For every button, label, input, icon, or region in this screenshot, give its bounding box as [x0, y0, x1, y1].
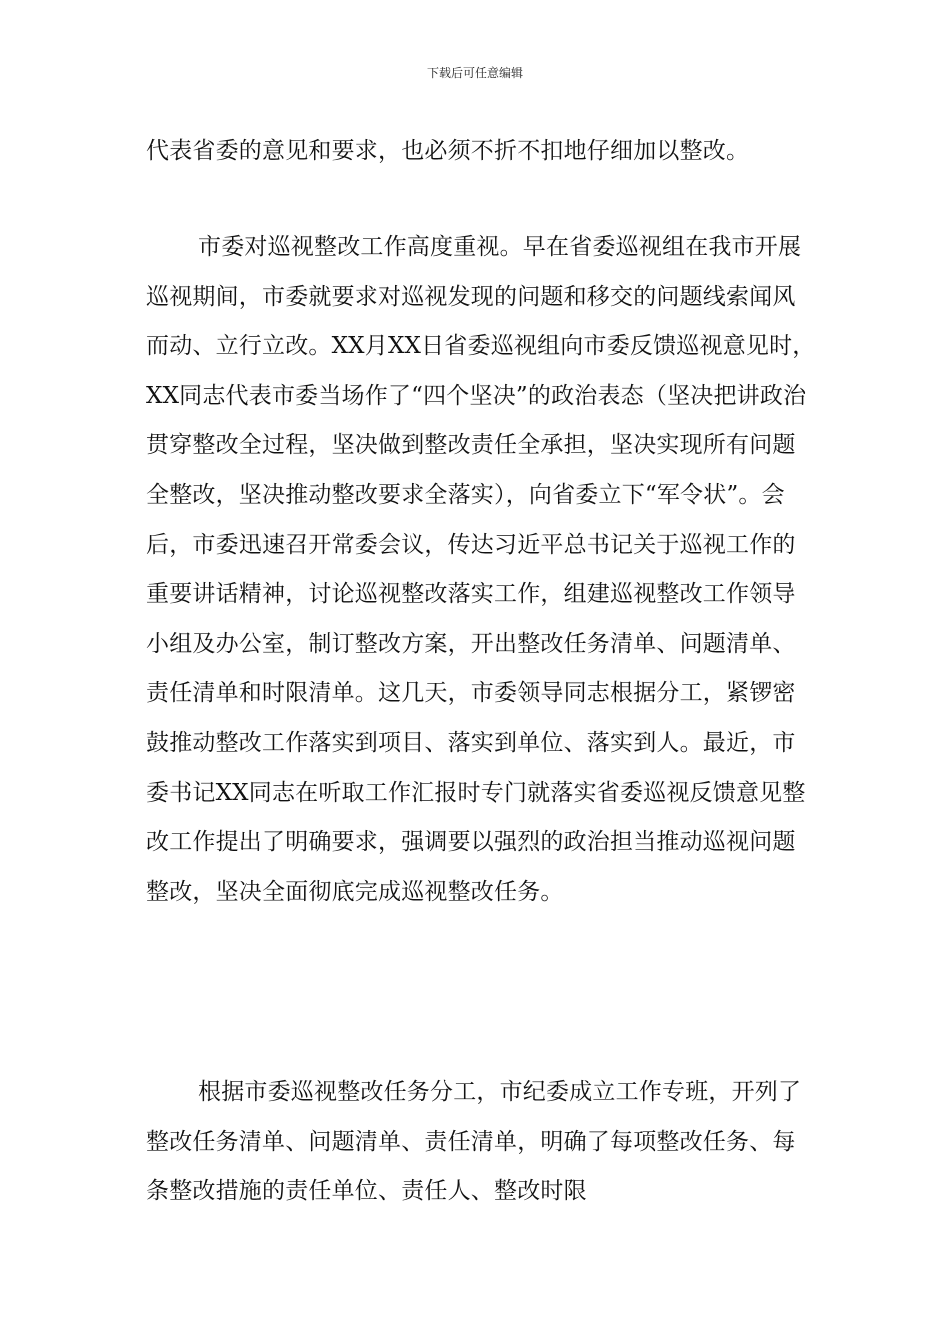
- paragraph-1: 代表省委的意见和要求，也必须不折不扣地仔细加以整改。: [146, 138, 750, 164]
- paragraph-3: 根据市委巡视整改任务分工，市纪委成立工作专班，开列了整改任务清单、问题清单、责任清单，明确了每项整改任务、每条整改措施的责任单位、责任人、整改时限: [146, 1079, 802, 1205]
- paragraph-2: 市委对巡视整改工作高度重视。早在省委巡视组在我市开展巡视期间，市委就要求对巡视发现的问题和移交的问题线索闻风而动、立行立改。XX月XX日省委巡视组向市委反馈巡视意见时，XX同志代表市委当场作了“四个坚决”的政治表态（坚决把讲政治贯穿整改全过程，坚决做到整改责任全承担，坚决实现所有问题全整改，坚决推动整改要求全落实），向省委立下“军令状”。会后，市委迅速召开常委会议，传达习近平总书记关于巡视工作的重要讲话精神，讨论巡视整改落实工作，组建巡视整改工作领导小组及办公室，制订整改方案，开出整改任务清单、问题清单、责任清单和时限清单。这几天，市委领导同志根据分工，紧锣密鼓推动整改工作落实到项目、落实到单位、落实到人。最近，市委书记XX同志在听取工作汇报时专门就落实省委巡视反馈意见整改工作提出了明确要求，强调要以强烈的政治担当推动巡视问题整改，坚决全面彻底完成巡视整改任务。: [146, 234, 816, 905]
- page-header: 下载后可任意编辑: [426, 66, 523, 80]
